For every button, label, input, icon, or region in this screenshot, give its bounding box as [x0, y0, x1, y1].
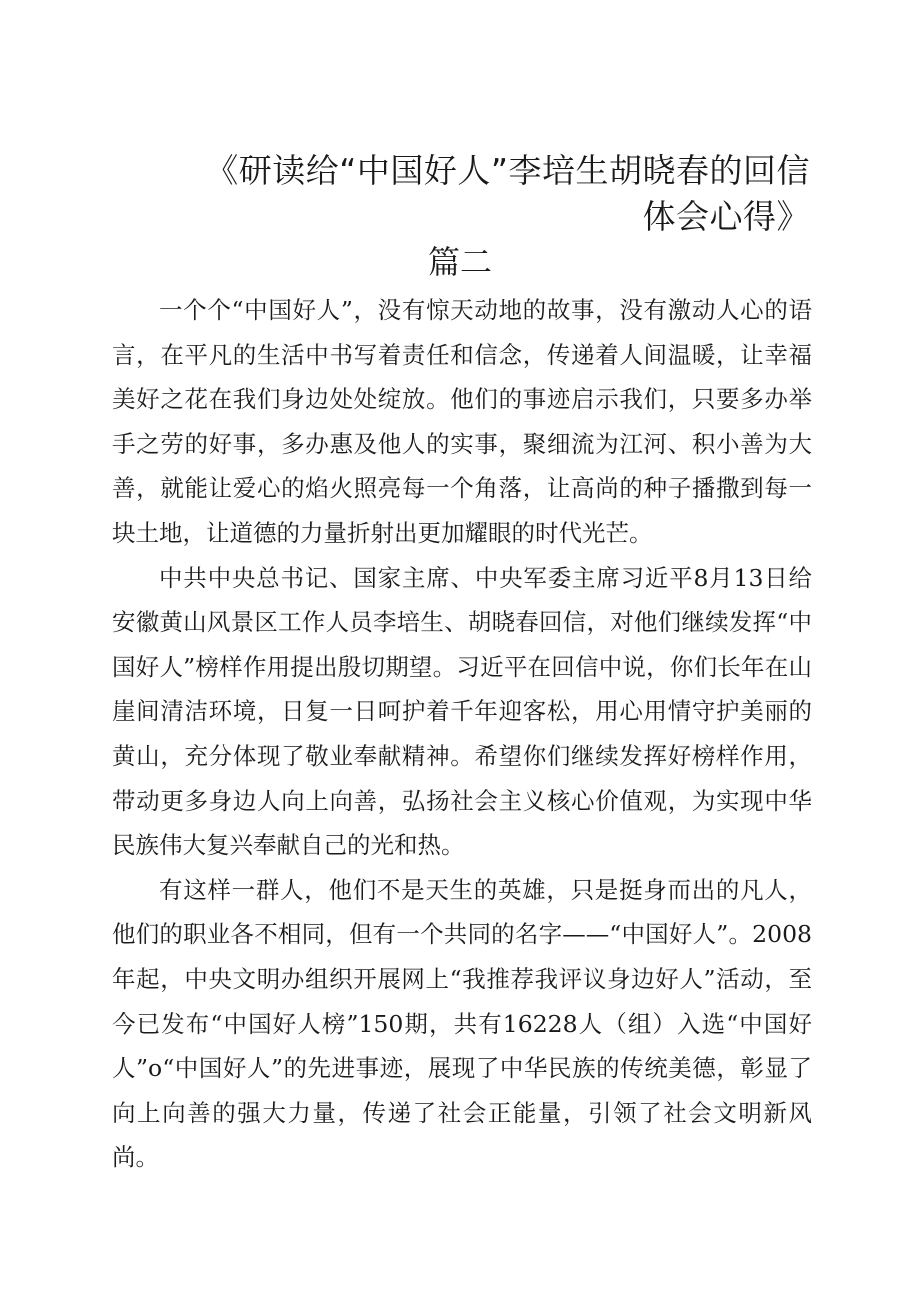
paragraph-1: 一个个“中国好人”，没有惊天动地的故事，没有激动人心的语言，在平凡的生活中书写着责任和信念，传递着人间温暖，让幸福美好之花在我们身边处处绽放。他们的事迹启示我们，只要多办举手之劳的好事，多办惠及他人的实事，聚细流为江河、积小善为大善，就能让爱心的焰火照亮每一个角落，让高尚的种子播撒到每一块土地，让道德的力量折射出更加耀眼的时代光芒。: [112, 296, 812, 547]
document-body: [112, 288, 812, 1180]
paragraph-3: 有这样一群人，他们不是天生的英雄，只是挺身而出的凡人，他们的职业各不相同，但有一个共同的名字——“中国好人”。2008年起，中央文明办组织开展网上“我推荐我评议身边好人”活动，至今已发布“中国好人榜”150期，共有16228人（组）入选“中国好人”o“中国好人”的先进事迹，展现了中华民族的传统美德，彰显了向上向善的强大力量，传递了社会正能量，引领了社会文明新风尚。: [112, 875, 812, 1172]
document-subtitle: 篇二: [427, 243, 492, 281]
document-title: 《研读给“中国好人”李培生胡晓春的回信体会心得》: [205, 151, 810, 236]
paragraph-2: 中共中央总书记、国家主席、中央军委主席习近平8月13日给安徽黄山风景区工作人员李培生、胡晓春回信，对他们继续发挥“中国好人”榜样作用提出殷切期望。习近平在回信中说，你们长年在山崖间清洁环境，日复一日呵护着千年迎客松，用心用情守护美丽的黄山，充分体现了敬业奉献精神。希望你们继续发挥好榜样作用，带动更多身边人向上向善，弘扬社会主义核心价值观，为实现中华民族伟大复兴奉献自己的光和热。: [112, 563, 812, 860]
